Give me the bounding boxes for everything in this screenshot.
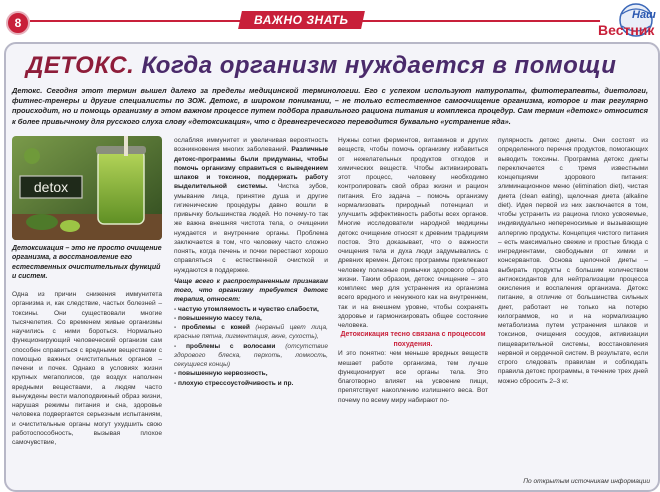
article-title bbox=[26, 52, 646, 80]
section-label-text: ВАЖНО ЗНАТЬ bbox=[254, 13, 349, 27]
list-item: - частую утомляемость и чувство слабости, bbox=[174, 305, 319, 313]
column-4-text: пулярность детокс диеты. Они состоят из определенного перечня продуктов, помогающих выводить токсины. Программа детокс диеты переключается с тремя известными концепциями здорового питания: элиминационное меню (elimination diet), чистая диета (clean eating), щелочная диета (alkaline diet). Идея первой из них заключается в том, чтобы устранить из рациона плохо усвояемые, индивидуально непереносимые и вызывающие аллергию продукты. Концепция чистого питания – есть максимально свежие и простые блюда с ингредиентами, свободными от химии и консервантов. Основа щелочной диеты – выбирать продукты с большим количеством антиоксидантов для нейтрализации процесса окисления и воспаления организма. Детокс питание, в отличие от большинства сильных диет, работает не только на потерю килограммов, но и на нормализацию метаболизма путем устранения шлаков и токсинов, очищения сосудов, активизации пищеварительной системы, восстановления нервной и сердечной систем. В результате, если строго следовать правилам и соблюдать правила детокс программы, в течение трех дней можно сбросить 2–3 кг. bbox=[498, 137, 648, 385]
list-item: - плохую стрессоустойчивость и пр. bbox=[174, 379, 294, 387]
newspaper-logo bbox=[596, 2, 658, 40]
logo-bottom-text: Вестник bbox=[598, 22, 655, 38]
column-3-top: Нужны сотни ферментов, витаминов и других веществ, чтобы помочь организму избавиться от нежелательных продуктов отходов и химических веществ. Чтобы активизировать этот процесс, человеку необходимо контролировать свой образ жизни и рацион питания. Его задача – помочь организму нормализовать природный потенциал и улучшить эффективность работы всех органов. Многие исследователи народной медицины детокс очищение относят к древним традициям постов. Это доказывает, что о важности очищения тела и духа люди задумывались с древних времен. Детокс программы привлекают человеку полезные привычки здорового образа жизни. Таким образом, детокс очищение – это комплекс мер для устранения из организма всего вредного и ненужного как на внутреннем, так и на внешнем уровне, чтобы сохранять здоровье и гармонизировать общее состояние человека. bbox=[338, 137, 488, 329]
column-1-text: Одна из причин снижения иммунитета организма и, как следствие, частых болезней – токсины. Они существовали многие тысячелетия. Со временем живые организмы научились с ними бороться. Нормально функционирующий человеческий организм сам способен справиться с вредными веществами с помощью важных очистительных органов – печени и почек. Однако в условиях жизни крупных мегаполисов, где воздух наполнен вредными веществами, а людям часто вынуждены вести малоподвижный образ жизни, нарушая режимы питания и сна, здоровье человека подвергается серьезным испытаниям, и очистительные органы могут ухудшить свою работоспособность, вызывая плохое самочувствие, bbox=[12, 291, 162, 446]
detox-photo bbox=[12, 136, 162, 240]
title-strong: ДЕТОКС. bbox=[26, 52, 135, 79]
symptoms-list bbox=[174, 305, 328, 388]
page-number: 8 bbox=[6, 11, 30, 35]
column-2-bold-paragraph: Различные детокс-программы были придуманы, чтобы помочь организму справиться с выведением шлаков и токсинов, поддержать работу выделительной системы. bbox=[174, 146, 328, 191]
column-2-body: Чистка зубов, умывание лица, принятие душа и другие гигиенические процедуры давно вошли в привычку большинства людей. Но почему-то так же важна внешняя чистота тела, о очищении нуждается и внутренние органы. Проблема заключается в том, что человеку часто сложно понять, когда печень и почки перестают хорошо справляться с естественной очисткой и нуждаются в поддержке. bbox=[174, 183, 328, 274]
sources-note: По открытым источникам информации bbox=[523, 478, 650, 485]
list-item: - повышенную нервозность, bbox=[174, 370, 268, 378]
section-label bbox=[238, 11, 364, 29]
detox-drink-illustration bbox=[12, 136, 162, 240]
symptoms-title: Чаще всего к распространенным признакам того, что организму требуется детокс терапия, относят: bbox=[174, 277, 328, 304]
photo-label: detox bbox=[33, 179, 69, 195]
column-3-bottom: И это понятно: чем меньше вредных веществ мешает работе организма, тем лучше функционирует все органы тела. Это благотворно влияет на усвоение пищи, препятствует накоплению излишнего веса. Вот почему по всему миру набирают по- bbox=[338, 350, 488, 404]
column-2 bbox=[174, 136, 328, 388]
photo-caption: Детоксикация – это не просто очищение организма, а восстановление его естественных очистительных функций и систем. bbox=[12, 245, 162, 280]
list-item: - проблемы с кожей (нервный цвет лица, красные пятна, пигментация, акне, сухость), bbox=[174, 324, 328, 341]
column-3-heading: Детоксикация тесно связана с процессом похудения. bbox=[340, 331, 486, 348]
list-item: - повышенную массу тела, bbox=[174, 314, 262, 322]
column-3 bbox=[338, 136, 488, 405]
list-item: - проблемы с волосами (отсутствие здорового блеска, перхоть, ломкость, секущиеся концы) bbox=[174, 342, 329, 368]
title-rest: Когда организм нуждается в помощи bbox=[141, 52, 617, 79]
article-lead: Детокс. Сегодня этот термин вышел далеко за пределы медицинской терминологии. Его с успехом используют натуропаты, фитотерапевты, диетологи, фитнес-тренеры и другие специалисты по ЗОЖ. Детокс, в широком понимании, – не только естественное самоочищение организма, которое и так регулярно происходит, но и помощь организму в этом важном процессе путем подбора правильного рациона питания и комплекса процедур. Сам термин «детокс» относится к более привычному для русского слуха слову «детоксикация», что с древнегреческого переводится буквально «устранение яда». bbox=[12, 86, 648, 126]
page-header bbox=[0, 0, 660, 40]
logo-top-text: Наш bbox=[632, 9, 656, 21]
column-2-intro: ослабляя иммунитет и увеличивая вероятность возникновения многих заболеваний. bbox=[174, 137, 328, 154]
